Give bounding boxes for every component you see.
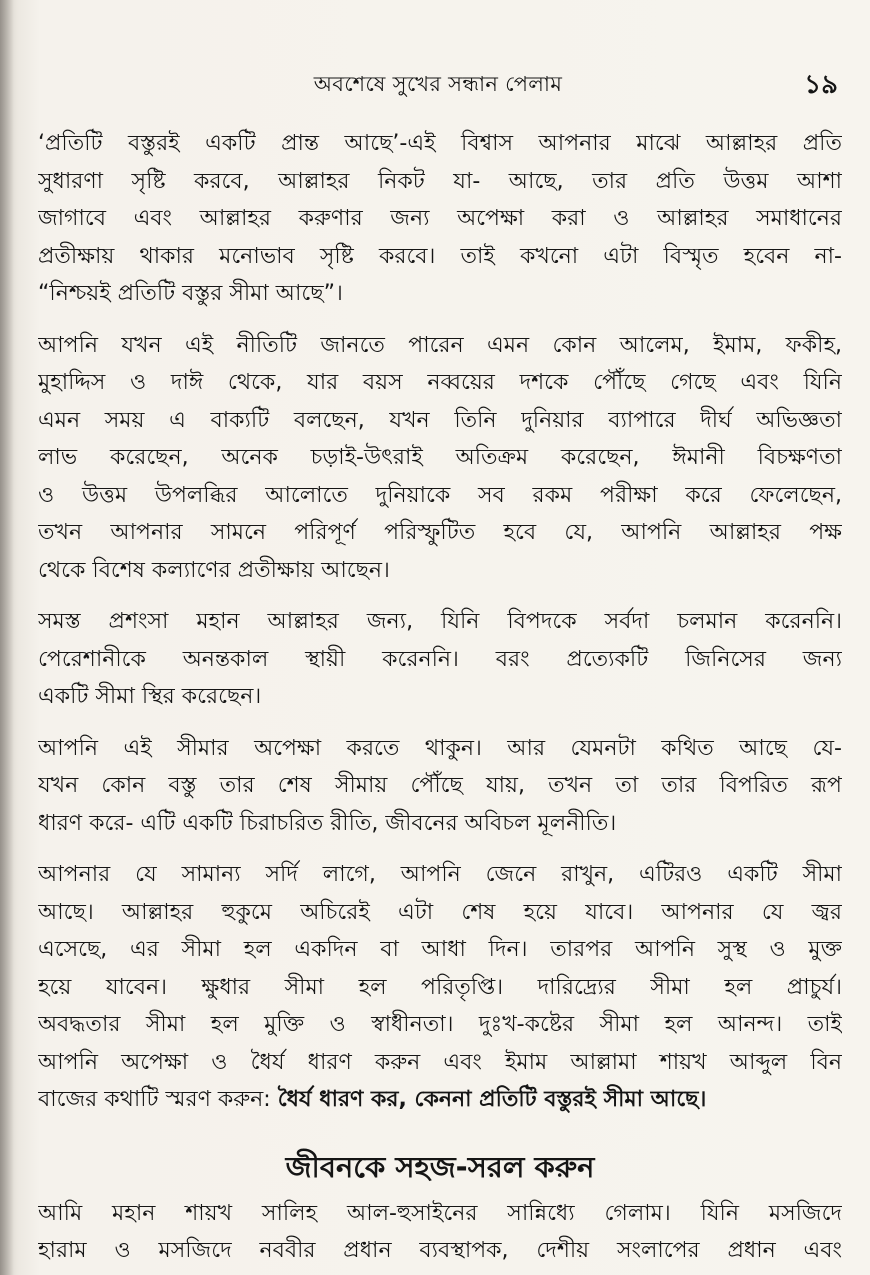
text-line: ধারণ করে- এটি একটি চিরাচরিত রীতি, জীবনের অবিচল মূলনীতি।	[38, 810, 617, 836]
paragraph-5	[38, 856, 842, 1119]
paragraph-2	[38, 327, 842, 590]
emphasized-quote: ধৈর্য ধারণ কর, কেননা প্রতিটি বস্তুরই সীমা আছে।	[277, 1087, 707, 1112]
binding-gutter-shadow	[0, 0, 14, 1275]
text-line: লাভ করেছেন, অনেক চড়াই-উৎরাই অতিক্রম করেছেন, ঈমানী বিচক্ষণতা	[38, 445, 842, 470]
text-line: সমস্ত প্রশংসা মহান আল্লাহর জন্য, যিনি বিপদকে সর্বদা চলমান করেননি।	[38, 609, 842, 634]
section-heading: জীবনকে সহজ-সরল করুন	[285, 1149, 595, 1184]
text-line-with-emphasis	[38, 1081, 842, 1119]
text-line: পেরেশানীকে অনন্তকাল স্থায়ী করেননি। বরং প্রত্যেকটি জিনিসের জন্য	[38, 646, 842, 672]
text-line: আছে। আল্লাহর হুকুমে অচিরেই এটা শেষ হয়ে যাবে। আপনার যে জ্বর	[38, 899, 842, 925]
running-title: অবশেষে সুখের সন্ধান পেলাম	[313, 72, 563, 96]
page-number: ১৯	[804, 70, 838, 100]
text-line: এমন সময় এ বাক্যটি বলছেন, যখন তিনি দুনিয়ার ব্যাপারে দীর্ঘ অভিজ্ঞতা	[38, 407, 842, 433]
text-line: হারাম ও মসজিদে নববীর প্রধান ব্যবস্থাপক, দেশীয় সংলাপের প্রধান এবং	[38, 1238, 842, 1263]
text-line: অবদ্ধতার সীমা হল মুক্তি ও স্বাধীনতা। দুঃখ-কষ্টের সীমা হল আনন্দ। তাই	[38, 1012, 842, 1037]
text-line: ও উত্তম উপলব্ধির আলোতে দুনিয়াকে সব রকম পরীক্ষা করে ফেলেছেন,	[38, 482, 842, 508]
text-line: জাগাবে এবং আল্লাহর করুণার জন্য অপেক্ষা করা ও আল্লাহর সমাধানের	[38, 206, 842, 231]
text-line: প্রতীক্ষায় থাকার মনোভাব সৃষ্টি করবে। তাই কখনো এটা বিস্মৃত হবেন না-	[38, 243, 842, 269]
running-header	[38, 62, 838, 102]
text-line: তখন আপনার সামনে পরিপূর্ণ পরিস্ফুটিত হবে যে, আপনি আল্লাহর পক্ষ	[38, 520, 842, 545]
text-line: থেকে বিশেষ কল্যাণের প্রতীক্ষায় আছেন।	[38, 557, 390, 583]
text-line: যখন কোন বস্তু তার শেষ সীমায় পৌঁছে যায়, তখন তা তার বিপরিত রূপ	[38, 773, 842, 798]
text-line: “নিশ্চয়ই প্রতিটি বস্তুর সীমা আছে”।	[38, 281, 343, 306]
paragraph-4	[38, 730, 842, 843]
text-line: একটি সীমা স্থির করেছেন।	[38, 684, 262, 709]
text-line: ‘প্রতিটি বস্তুরই একটি প্রান্ত আছে’-এই বিশ্বাস আপনার মাঝে আল্লাহর প্রতি	[38, 131, 842, 156]
text-line: হয়ে যাবেন। ক্ষুধার সীমা হল পরিতৃপ্তি। দারিদ্র্যের সীমা হল প্রাচুর্য।	[38, 974, 842, 1000]
text-line: আপনি অপেক্ষা ও ধৈর্য ধারণ করুন এবং ইমাম আল্লামা শায়খ আব্দুল বিন	[38, 1049, 842, 1075]
body-text	[38, 125, 842, 1275]
text-line: আপনার যে সামান্য সর্দি লাগে, আপনি জেনে রাখুন, এটিরও একটি সীমা	[38, 862, 842, 887]
paragraph-3	[38, 603, 842, 716]
text-line: আপনি যখন এই নীতিটি জানতে পারেন এমন কোন আলেম, ইমাম, ফকীহ,	[38, 332, 842, 358]
text-line: সুধারণা সৃষ্টি করবে, আল্লাহর নিকট যা- আছে, তার প্রতি উত্তম আশা	[38, 168, 842, 194]
text-line: মুহাদ্দিস ও দাঈ থেকে, যার বয়স নব্বয়ের দশকে পৌঁছে গেছে এবং যিনি	[38, 370, 842, 395]
text-line: আপনি এই সীমার অপেক্ষা করতে থাকুন। আর যেমনটা কথিত আছে যে-	[38, 735, 842, 761]
plain-text: বাজের কথাটি স্মরণ করুন:	[38, 1087, 278, 1112]
section-paragraph	[38, 1195, 842, 1270]
paragraph-1	[38, 125, 842, 313]
text-line: আমি মহান শায়খ সালিহ আল-হুসাইনের সান্নিধ্যে গেলাম। যিনি মসজিদে	[38, 1200, 842, 1226]
text-line: এসেছে, এর সীমা হল একদিন বা আধা দিন। তারপর আপনি সুস্থ ও মুক্ত	[38, 937, 842, 962]
